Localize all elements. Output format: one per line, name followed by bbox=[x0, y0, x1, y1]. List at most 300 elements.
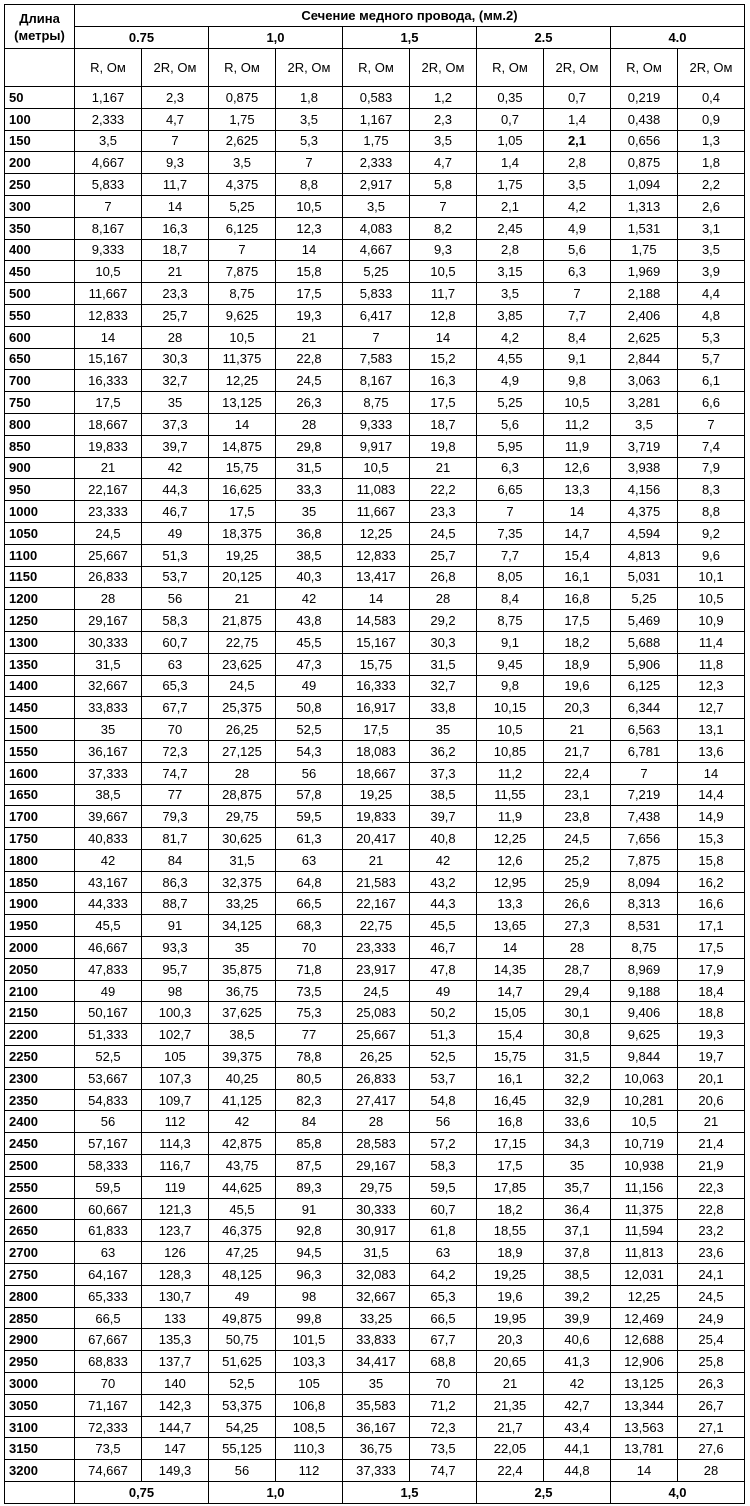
r-value-cell: 3,15 bbox=[477, 261, 544, 283]
r-value-cell: 7 bbox=[477, 501, 544, 523]
table-row bbox=[5, 762, 745, 784]
r2-value-cell: 57,2 bbox=[410, 1133, 477, 1155]
r-value-cell: 20,417 bbox=[343, 828, 410, 850]
r-value-cell: 64,167 bbox=[75, 1264, 142, 1286]
r-value-cell: 45,5 bbox=[75, 915, 142, 937]
col-header-2r: 2R, Ом bbox=[142, 49, 209, 87]
r2-value-cell: 121,3 bbox=[142, 1198, 209, 1220]
r2-value-cell: 21 bbox=[276, 326, 343, 348]
r-value-cell: 15,75 bbox=[343, 653, 410, 675]
r-value-cell: 29,167 bbox=[75, 610, 142, 632]
r2-value-cell: 114,3 bbox=[142, 1133, 209, 1155]
r-value-cell: 26,833 bbox=[343, 1067, 410, 1089]
length-cell: 2900 bbox=[5, 1329, 75, 1351]
r-value-cell: 7,438 bbox=[611, 806, 678, 828]
r2-value-cell: 71,8 bbox=[276, 958, 343, 980]
r-value-cell: 14,35 bbox=[477, 958, 544, 980]
footer-section: 1,0 bbox=[209, 1482, 343, 1504]
r-value-cell: 31,5 bbox=[343, 1242, 410, 1264]
r2-value-cell: 98 bbox=[276, 1285, 343, 1307]
length-cell: 1850 bbox=[5, 871, 75, 893]
r-value-cell: 35 bbox=[209, 937, 276, 959]
r2-value-cell: 14 bbox=[544, 501, 611, 523]
r2-value-cell: 9,2 bbox=[678, 522, 745, 544]
r-value-cell: 37,333 bbox=[75, 762, 142, 784]
r-value-cell: 28 bbox=[343, 1111, 410, 1133]
length-cell: 1050 bbox=[5, 522, 75, 544]
table-row bbox=[5, 392, 745, 414]
r2-value-cell: 70 bbox=[276, 937, 343, 959]
r-value-cell: 4,375 bbox=[209, 174, 276, 196]
r2-value-cell: 17,9 bbox=[678, 958, 745, 980]
r-value-cell: 10,281 bbox=[611, 1089, 678, 1111]
r2-value-cell: 9,3 bbox=[410, 239, 477, 261]
r-value-cell: 0,875 bbox=[209, 87, 276, 109]
r-value-cell: 51,333 bbox=[75, 1024, 142, 1046]
length-cell: 350 bbox=[5, 217, 75, 239]
r2-value-cell: 2,6 bbox=[678, 195, 745, 217]
r-value-cell: 1,313 bbox=[611, 195, 678, 217]
r-value-cell: 50,75 bbox=[209, 1329, 276, 1351]
footer-blank bbox=[5, 1482, 75, 1504]
r-value-cell: 24,5 bbox=[343, 980, 410, 1002]
r2-value-cell: 7,7 bbox=[544, 304, 611, 326]
r2-value-cell: 26,6 bbox=[544, 893, 611, 915]
r-value-cell: 28,583 bbox=[343, 1133, 410, 1155]
r2-value-cell: 32,9 bbox=[544, 1089, 611, 1111]
length-cell: 2700 bbox=[5, 1242, 75, 1264]
r2-value-cell: 46,7 bbox=[142, 501, 209, 523]
r-value-cell: 56 bbox=[209, 1460, 276, 1482]
r2-value-cell: 51,3 bbox=[142, 544, 209, 566]
r2-value-cell: 56 bbox=[142, 588, 209, 610]
length-cell: 1950 bbox=[5, 915, 75, 937]
table-title: Сечение медного провода, (мм.2) bbox=[75, 5, 745, 27]
r-value-cell: 45,5 bbox=[209, 1198, 276, 1220]
r2-value-cell: 36,2 bbox=[410, 740, 477, 762]
r2-value-cell: 95,7 bbox=[142, 958, 209, 980]
r2-value-cell: 23,3 bbox=[410, 501, 477, 523]
r-value-cell: 5,833 bbox=[343, 283, 410, 305]
r-value-cell: 9,333 bbox=[343, 413, 410, 435]
r-value-cell: 14 bbox=[611, 1460, 678, 1482]
length-cell: 2550 bbox=[5, 1176, 75, 1198]
r-value-cell: 54,833 bbox=[75, 1089, 142, 1111]
r2-value-cell: 10,5 bbox=[410, 261, 477, 283]
r-value-cell: 4,9 bbox=[477, 370, 544, 392]
table-row bbox=[5, 479, 745, 501]
table-footer bbox=[5, 1482, 745, 1504]
r2-value-cell: 88,7 bbox=[142, 893, 209, 915]
table-row bbox=[5, 544, 745, 566]
length-cell: 1800 bbox=[5, 849, 75, 871]
r-value-cell: 34,417 bbox=[343, 1351, 410, 1373]
col-header-2r: 2R, Ом bbox=[410, 49, 477, 87]
r2-value-cell: 33,8 bbox=[410, 697, 477, 719]
r-value-cell: 4,083 bbox=[343, 217, 410, 239]
r2-value-cell: 23,8 bbox=[544, 806, 611, 828]
r-value-cell: 9,406 bbox=[611, 1002, 678, 1024]
r2-value-cell: 17,1 bbox=[678, 915, 745, 937]
r-value-cell: 12,25 bbox=[209, 370, 276, 392]
r2-value-cell: 3,5 bbox=[410, 130, 477, 152]
r2-value-cell: 80,5 bbox=[276, 1067, 343, 1089]
r2-value-cell: 70 bbox=[142, 719, 209, 741]
r2-value-cell: 20,1 bbox=[678, 1067, 745, 1089]
r2-value-cell: 52,5 bbox=[410, 1046, 477, 1068]
r2-value-cell: 36,8 bbox=[276, 522, 343, 544]
r-value-cell: 40,833 bbox=[75, 828, 142, 850]
r2-value-cell: 72,3 bbox=[410, 1416, 477, 1438]
r-value-cell: 14 bbox=[75, 326, 142, 348]
r-value-cell: 12,25 bbox=[343, 522, 410, 544]
table-row bbox=[5, 1285, 745, 1307]
r-value-cell: 8,05 bbox=[477, 566, 544, 588]
r2-value-cell: 87,5 bbox=[276, 1155, 343, 1177]
length-cell: 1200 bbox=[5, 588, 75, 610]
r2-value-cell: 9,3 bbox=[142, 152, 209, 174]
r2-value-cell: 38,5 bbox=[276, 544, 343, 566]
r-value-cell: 10,5 bbox=[343, 457, 410, 479]
r-value-cell: 9,1 bbox=[477, 631, 544, 653]
r2-value-cell: 26,8 bbox=[410, 566, 477, 588]
r2-value-cell: 112 bbox=[142, 1111, 209, 1133]
footer-section: 4,0 bbox=[611, 1482, 745, 1504]
table-row bbox=[5, 1133, 745, 1155]
r2-value-cell: 63 bbox=[142, 653, 209, 675]
r2-value-cell: 63 bbox=[276, 849, 343, 871]
length-cell: 1700 bbox=[5, 806, 75, 828]
r-value-cell: 15,05 bbox=[477, 1002, 544, 1024]
r-value-cell: 4,667 bbox=[343, 239, 410, 261]
length-cell: 2250 bbox=[5, 1046, 75, 1068]
r-value-cell: 4,156 bbox=[611, 479, 678, 501]
r-value-cell: 12,031 bbox=[611, 1264, 678, 1286]
r2-value-cell: 49 bbox=[276, 675, 343, 697]
r2-value-cell: 2,3 bbox=[142, 87, 209, 109]
r-value-cell: 16,917 bbox=[343, 697, 410, 719]
r-value-cell: 15,167 bbox=[343, 631, 410, 653]
r2-value-cell: 6,3 bbox=[544, 261, 611, 283]
r-value-cell: 7,35 bbox=[477, 522, 544, 544]
r-value-cell: 20,3 bbox=[477, 1329, 544, 1351]
r2-value-cell: 103,3 bbox=[276, 1351, 343, 1373]
r-value-cell: 14 bbox=[343, 588, 410, 610]
r-value-cell: 47,833 bbox=[75, 958, 142, 980]
col-header-2r: 2R, Ом bbox=[276, 49, 343, 87]
r2-value-cell: 2,8 bbox=[544, 152, 611, 174]
r2-value-cell: 137,7 bbox=[142, 1351, 209, 1373]
r-value-cell: 14,875 bbox=[209, 435, 276, 457]
r2-value-cell: 81,7 bbox=[142, 828, 209, 850]
r-value-cell: 2,333 bbox=[343, 152, 410, 174]
r-value-cell: 15,75 bbox=[477, 1046, 544, 1068]
r2-value-cell: 2,3 bbox=[410, 108, 477, 130]
length-cell: 2300 bbox=[5, 1067, 75, 1089]
r-value-cell: 37,333 bbox=[343, 1460, 410, 1482]
r2-value-cell: 21 bbox=[678, 1111, 745, 1133]
r2-value-cell: 12,7 bbox=[678, 697, 745, 719]
section-header: 1,5 bbox=[343, 27, 477, 49]
r-value-cell: 23,333 bbox=[75, 501, 142, 523]
r-value-cell: 14 bbox=[477, 937, 544, 959]
table-row bbox=[5, 87, 745, 109]
r2-value-cell: 22,8 bbox=[276, 348, 343, 370]
r2-value-cell: 9,6 bbox=[678, 544, 745, 566]
r2-value-cell: 16,8 bbox=[544, 588, 611, 610]
r-value-cell: 54,25 bbox=[209, 1416, 276, 1438]
r-value-cell: 6,3 bbox=[477, 457, 544, 479]
r-value-cell: 12,833 bbox=[343, 544, 410, 566]
length-cell: 250 bbox=[5, 174, 75, 196]
r-value-cell: 31,5 bbox=[209, 849, 276, 871]
r2-value-cell: 14,9 bbox=[678, 806, 745, 828]
length-cell: 300 bbox=[5, 195, 75, 217]
r-value-cell: 8,4 bbox=[477, 588, 544, 610]
r2-value-cell: 45,5 bbox=[276, 631, 343, 653]
r-value-cell: 8,75 bbox=[611, 937, 678, 959]
r2-value-cell: 4,4 bbox=[678, 283, 745, 305]
r-value-cell: 30,333 bbox=[75, 631, 142, 653]
r-value-cell: 2,8 bbox=[477, 239, 544, 261]
r2-value-cell: 116,7 bbox=[142, 1155, 209, 1177]
table-row bbox=[5, 697, 745, 719]
r2-value-cell: 30,8 bbox=[544, 1024, 611, 1046]
r-value-cell: 1,75 bbox=[209, 108, 276, 130]
r-value-cell: 2,844 bbox=[611, 348, 678, 370]
table-row bbox=[5, 1460, 745, 1482]
r2-value-cell: 3,5 bbox=[544, 174, 611, 196]
table-row bbox=[5, 1046, 745, 1068]
r-value-cell: 2,625 bbox=[611, 326, 678, 348]
r-value-cell: 39,375 bbox=[209, 1046, 276, 1068]
r2-value-cell: 37,1 bbox=[544, 1220, 611, 1242]
r-value-cell: 32,667 bbox=[343, 1285, 410, 1307]
r-value-cell: 74,667 bbox=[75, 1460, 142, 1482]
r-value-cell: 2,45 bbox=[477, 217, 544, 239]
r2-value-cell: 110,3 bbox=[276, 1438, 343, 1460]
r-value-cell: 26,25 bbox=[209, 719, 276, 741]
r2-value-cell: 53,7 bbox=[142, 566, 209, 588]
r-value-cell: 24,5 bbox=[75, 522, 142, 544]
r-value-cell: 5,906 bbox=[611, 653, 678, 675]
r2-value-cell: 5,8 bbox=[410, 174, 477, 196]
r2-value-cell: 29,2 bbox=[410, 610, 477, 632]
r-value-cell: 17,5 bbox=[75, 392, 142, 414]
length-cell: 1100 bbox=[5, 544, 75, 566]
length-cell: 2950 bbox=[5, 1351, 75, 1373]
r2-value-cell: 32,7 bbox=[410, 675, 477, 697]
r-value-cell: 61,833 bbox=[75, 1220, 142, 1242]
r-value-cell: 14,7 bbox=[477, 980, 544, 1002]
r2-value-cell: 3,5 bbox=[678, 239, 745, 261]
r2-value-cell: 8,8 bbox=[276, 174, 343, 196]
r-value-cell: 8,75 bbox=[343, 392, 410, 414]
r-value-cell: 43,167 bbox=[75, 871, 142, 893]
r2-value-cell: 99,8 bbox=[276, 1307, 343, 1329]
r-value-cell: 12,906 bbox=[611, 1351, 678, 1373]
r2-value-cell: 8,8 bbox=[678, 501, 745, 523]
r-value-cell: 35,875 bbox=[209, 958, 276, 980]
r-value-cell: 48,125 bbox=[209, 1264, 276, 1286]
r2-value-cell: 91 bbox=[142, 915, 209, 937]
r2-value-cell: 36,4 bbox=[544, 1198, 611, 1220]
r-value-cell: 12,469 bbox=[611, 1307, 678, 1329]
r2-value-cell: 43,2 bbox=[410, 871, 477, 893]
table-header bbox=[5, 5, 745, 87]
r2-value-cell: 21 bbox=[544, 719, 611, 741]
table-body bbox=[5, 87, 745, 1482]
r2-value-cell: 12,3 bbox=[276, 217, 343, 239]
r-value-cell: 5,25 bbox=[343, 261, 410, 283]
r-value-cell: 5,469 bbox=[611, 610, 678, 632]
r-value-cell: 30,625 bbox=[209, 828, 276, 850]
length-cell: 1550 bbox=[5, 740, 75, 762]
r-value-cell: 33,833 bbox=[343, 1329, 410, 1351]
r-value-cell: 0,583 bbox=[343, 87, 410, 109]
r-value-cell: 9,45 bbox=[477, 653, 544, 675]
r2-value-cell: 18,9 bbox=[544, 653, 611, 675]
r-value-cell: 16,625 bbox=[209, 479, 276, 501]
blank-header-cell bbox=[5, 49, 75, 87]
r-value-cell: 10,063 bbox=[611, 1067, 678, 1089]
r-value-cell: 15,4 bbox=[477, 1024, 544, 1046]
r2-value-cell: 13,3 bbox=[544, 479, 611, 501]
r-value-cell: 21,875 bbox=[209, 610, 276, 632]
r2-value-cell: 20,6 bbox=[678, 1089, 745, 1111]
r2-value-cell: 67,7 bbox=[142, 697, 209, 719]
r-value-cell: 4,2 bbox=[477, 326, 544, 348]
r2-value-cell: 58,3 bbox=[142, 610, 209, 632]
r-value-cell: 68,833 bbox=[75, 1351, 142, 1373]
r-value-cell: 33,833 bbox=[75, 697, 142, 719]
r-value-cell: 9,625 bbox=[209, 304, 276, 326]
r-value-cell: 11,813 bbox=[611, 1242, 678, 1264]
r-value-cell: 7 bbox=[75, 195, 142, 217]
r2-value-cell: 126 bbox=[142, 1242, 209, 1264]
table-row bbox=[5, 239, 745, 261]
r-value-cell: 28,875 bbox=[209, 784, 276, 806]
r-value-cell: 6,563 bbox=[611, 719, 678, 741]
r-value-cell: 31,5 bbox=[75, 653, 142, 675]
table-row bbox=[5, 174, 745, 196]
col-header-r: R, Ом bbox=[75, 49, 142, 87]
r2-value-cell: 31,5 bbox=[276, 457, 343, 479]
r2-value-cell: 140 bbox=[142, 1373, 209, 1395]
r-value-cell: 17,5 bbox=[209, 501, 276, 523]
table-row bbox=[5, 283, 745, 305]
r2-value-cell: 89,3 bbox=[276, 1176, 343, 1198]
table-row bbox=[5, 588, 745, 610]
r-value-cell: 19,25 bbox=[477, 1264, 544, 1286]
r-value-cell: 8,313 bbox=[611, 893, 678, 915]
r-value-cell: 40,25 bbox=[209, 1067, 276, 1089]
col-header-r: R, Ом bbox=[209, 49, 276, 87]
r2-value-cell: 16,6 bbox=[678, 893, 745, 915]
table-row bbox=[5, 501, 745, 523]
r-value-cell: 50,167 bbox=[75, 1002, 142, 1024]
footer-section: 0,75 bbox=[75, 1482, 209, 1504]
r-value-cell: 20,125 bbox=[209, 566, 276, 588]
r2-value-cell: 108,5 bbox=[276, 1416, 343, 1438]
r2-value-cell: 106,8 bbox=[276, 1394, 343, 1416]
table-row bbox=[5, 1220, 745, 1242]
r-value-cell: 53,375 bbox=[209, 1394, 276, 1416]
r-value-cell: 25,667 bbox=[343, 1024, 410, 1046]
r2-value-cell: 128,3 bbox=[142, 1264, 209, 1286]
r-value-cell: 23,333 bbox=[343, 937, 410, 959]
r-value-cell: 7,583 bbox=[343, 348, 410, 370]
r2-value-cell: 35 bbox=[142, 392, 209, 414]
r2-value-cell: 142,3 bbox=[142, 1394, 209, 1416]
length-cell: 2350 bbox=[5, 1089, 75, 1111]
r-value-cell: 14 bbox=[209, 413, 276, 435]
r2-value-cell: 7 bbox=[678, 413, 745, 435]
r2-value-cell: 24,5 bbox=[276, 370, 343, 392]
length-cell: 900 bbox=[5, 457, 75, 479]
length-cell: 1500 bbox=[5, 719, 75, 741]
r-value-cell: 0,7 bbox=[477, 108, 544, 130]
r2-value-cell: 0,7 bbox=[544, 87, 611, 109]
r2-value-cell: 35,7 bbox=[544, 1176, 611, 1198]
r-value-cell: 0,219 bbox=[611, 87, 678, 109]
r2-value-cell: 54,8 bbox=[410, 1089, 477, 1111]
r2-value-cell: 8,2 bbox=[410, 217, 477, 239]
r-value-cell: 25,083 bbox=[343, 1002, 410, 1024]
r-value-cell: 7,875 bbox=[209, 261, 276, 283]
r-value-cell: 11,667 bbox=[75, 283, 142, 305]
r-value-cell: 3,938 bbox=[611, 457, 678, 479]
r2-value-cell: 32,2 bbox=[544, 1067, 611, 1089]
r2-value-cell: 64,8 bbox=[276, 871, 343, 893]
r2-value-cell: 24,5 bbox=[544, 828, 611, 850]
r2-value-cell: 24,1 bbox=[678, 1264, 745, 1286]
r-value-cell: 13,125 bbox=[611, 1373, 678, 1395]
r-value-cell: 9,917 bbox=[343, 435, 410, 457]
r2-value-cell: 66,5 bbox=[276, 893, 343, 915]
length-cell: 2750 bbox=[5, 1264, 75, 1286]
table-row bbox=[5, 108, 745, 130]
r2-value-cell: 4,2 bbox=[544, 195, 611, 217]
r2-value-cell: 49 bbox=[410, 980, 477, 1002]
r2-value-cell: 39,2 bbox=[544, 1285, 611, 1307]
r-value-cell: 41,125 bbox=[209, 1089, 276, 1111]
r-value-cell: 8,531 bbox=[611, 915, 678, 937]
r2-value-cell: 11,4 bbox=[678, 631, 745, 653]
table-row bbox=[5, 1024, 745, 1046]
r-value-cell: 21 bbox=[209, 588, 276, 610]
r-value-cell: 16,1 bbox=[477, 1067, 544, 1089]
table-row bbox=[5, 1111, 745, 1133]
r2-value-cell: 27,6 bbox=[678, 1438, 745, 1460]
r-value-cell: 42 bbox=[209, 1111, 276, 1133]
r-value-cell: 11,594 bbox=[611, 1220, 678, 1242]
r-value-cell: 5,25 bbox=[611, 588, 678, 610]
r-value-cell: 36,167 bbox=[343, 1416, 410, 1438]
r2-value-cell: 119 bbox=[142, 1176, 209, 1198]
r2-value-cell: 101,5 bbox=[276, 1329, 343, 1351]
r-value-cell: 30,917 bbox=[343, 1220, 410, 1242]
r-value-cell: 35 bbox=[75, 719, 142, 741]
r-value-cell: 39,667 bbox=[75, 806, 142, 828]
r-value-cell: 11,083 bbox=[343, 479, 410, 501]
r2-value-cell: 24,9 bbox=[678, 1307, 745, 1329]
r2-value-cell: 9,8 bbox=[544, 370, 611, 392]
r-value-cell: 9,844 bbox=[611, 1046, 678, 1068]
r-value-cell: 65,333 bbox=[75, 1285, 142, 1307]
r-value-cell: 57,167 bbox=[75, 1133, 142, 1155]
length-cell: 400 bbox=[5, 239, 75, 261]
